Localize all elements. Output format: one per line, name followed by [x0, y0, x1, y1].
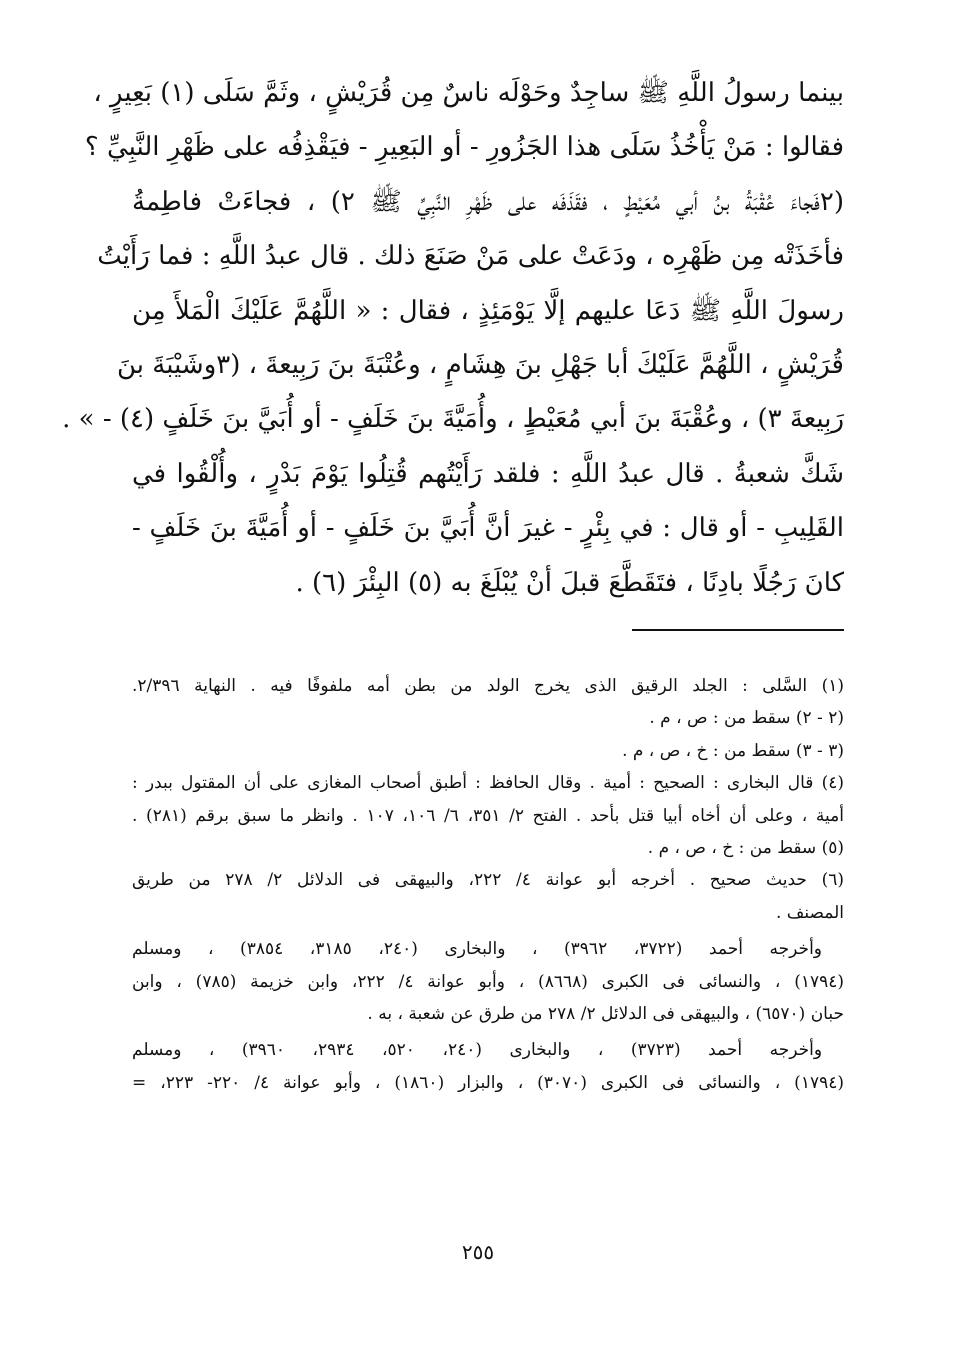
body-line: القَلِيبِ - أو قال : في بِئْرٍ - غيرَ أنَّ أُبَيَّ بنَ خَلَفٍ - أو أُمَيَّةَ بنَ خَلَفٍ - [132, 513, 844, 544]
body-line: (٢فَجاءَ عُقْبَةُ بنُ أبي مُعَيْطٍ ، فقَذَفَه على ظَهْرِ النَّبِيِّ ﷺ ٢) ، فجاءَتْ فاطِمةُ [132, 186, 844, 217]
footnote-line: وأخرجه أحمد (٣٧٢٢، ٣٩٦٢) ، والبخارى (٢٤٠، ٣١٨٥، ٣٨٥٤) ، ومسلم [132, 939, 823, 960]
main-text-block [62, 66, 844, 610]
footnote-line: (١٧٩٤) ، والنسائى فى الكبرى (٣٠٧٠) ، والبزار (١٨٦٠) ، وأبو عوانة ٤/ ٢٢٠- ٢٢٣، = [132, 1072, 844, 1093]
footnote-line: وأخرجه أحمد (٣٧٢٣) ، والبخارى (٢٤٠، ٥٢٠، ٢٩٣٤، ٣٩٦٠) ، ومسلم [132, 1040, 823, 1061]
footnote-line: (٦) حديث صحيح . أخرجه أبو عوانة ٤/ ٢٢٢، والبيهقى فى الدلائل ٢/ ٢٧٨ من طريق [132, 870, 844, 891]
footnote-line: (١٧٩٤) ، والنسائى فى الكبرى (٨٦٦٨) ، وأبو عوانة ٤/ ٢٢٢، وابن خزيمة (٧٨٥) ، وابن [132, 971, 845, 992]
body-line: فقالوا : مَنْ يَأْخُذُ سَلَى هذا الجَزُورِ - أو البَعِيرِ - فيَقْذِفُه على ظَهْرِ النَّبِيِّ ؟ [84, 132, 844, 163]
footnote-line: (١) السَّلى : الجلد الرقيق الذى يخرج الولد من بطن أمه ملفوفًا فيه . النهاية ٢/٣٩٦. [132, 676, 844, 696]
page-number: ٢٥٥ [461, 1240, 495, 1264]
body-line: شَكَّ شعبةُ . قال عبدُ اللَّهِ : فلقد رَأَيْتُهم قُتِلُوا يَوْمَ بَدْرٍ ، وأُلْقُوا في [132, 458, 844, 489]
body-line: بينما رسولُ اللَّهِ ﷺ ساجِدٌ وحَوْلَه ناسٌ مِن قُرَيْشٍ ، وثَمَّ سَلَى (١) بَعِيرٍ ، [93, 78, 844, 108]
body-line: رَبِيعةَ ٣) ، وعُقْبَةَ بنَ أبي مُعَيْطٍ ، وأُمَيَّةَ بنَ خَلَفٍ - أو أُبَيَّ بنَ خَلَفٍ (٤) - » . [62, 404, 844, 435]
footnote-line: (٣ - ٣) سقط من : خ ، ص ، م . [622, 740, 844, 761]
footnote-line: أمية ، وعلى أن أخاه أبيا قتل بأحد . الفتح ٢/ ٣٥١، ٦/ ١٠٦، ١٠٧ . وانظر ما سبق برقم (٢٨١) . [132, 805, 844, 826]
footnote-line: المصنف . [775, 902, 844, 923]
footnote-line: (٤) قال البخارى : الصحيح : أمية . وقال الحافظ : أطبق أصحاب المغازى على أن المقتول ببدر : [132, 773, 844, 794]
footnote-line: (٢ - ٢) سقط من : ص ، م . [649, 708, 844, 729]
body-line: رسولَ اللَّهِ ﷺ دَعَا عليهم إلَّا يَوْمَئِذٍ ، فقال : « اللَّهُمَّ عَلَيْكَ الْمَلأَ مِن [132, 295, 844, 326]
body-line: قُرَيْشٍ ، اللَّهُمَّ عَلَيْكَ أبا جَهْلِ بنَ هِشَامٍ ، وعُتْبَةَ بنَ رَبِيعةَ ، (٣وشَيْبَةَ بنَ [116, 349, 844, 380]
footnote-divider [632, 629, 844, 631]
footnote-line: (٥) سقط من : خ ، ص ، م . [647, 837, 844, 858]
footnote-line: حبان (٦٥٧٠) ، والبيهقى فى الدلائل ٢/ ٢٧٨ من طرق عن شعبة ، به . [367, 1003, 844, 1024]
body-line: فأخَذَتْه مِن ظَهْرِه ، ودَعَتْ على مَنْ صَنَعَ ذلك . قال عبدُ اللَّهِ : فما رَأَيْتُ [97, 241, 844, 272]
body-line: كانَ رَجُلًا بادِنًا ، فتَقَطَّعَ قبلَ أنْ يُبْلَغَ به (٥) البِئْرَ (٦) . [295, 567, 844, 598]
footnotes-block [132, 670, 844, 1099]
